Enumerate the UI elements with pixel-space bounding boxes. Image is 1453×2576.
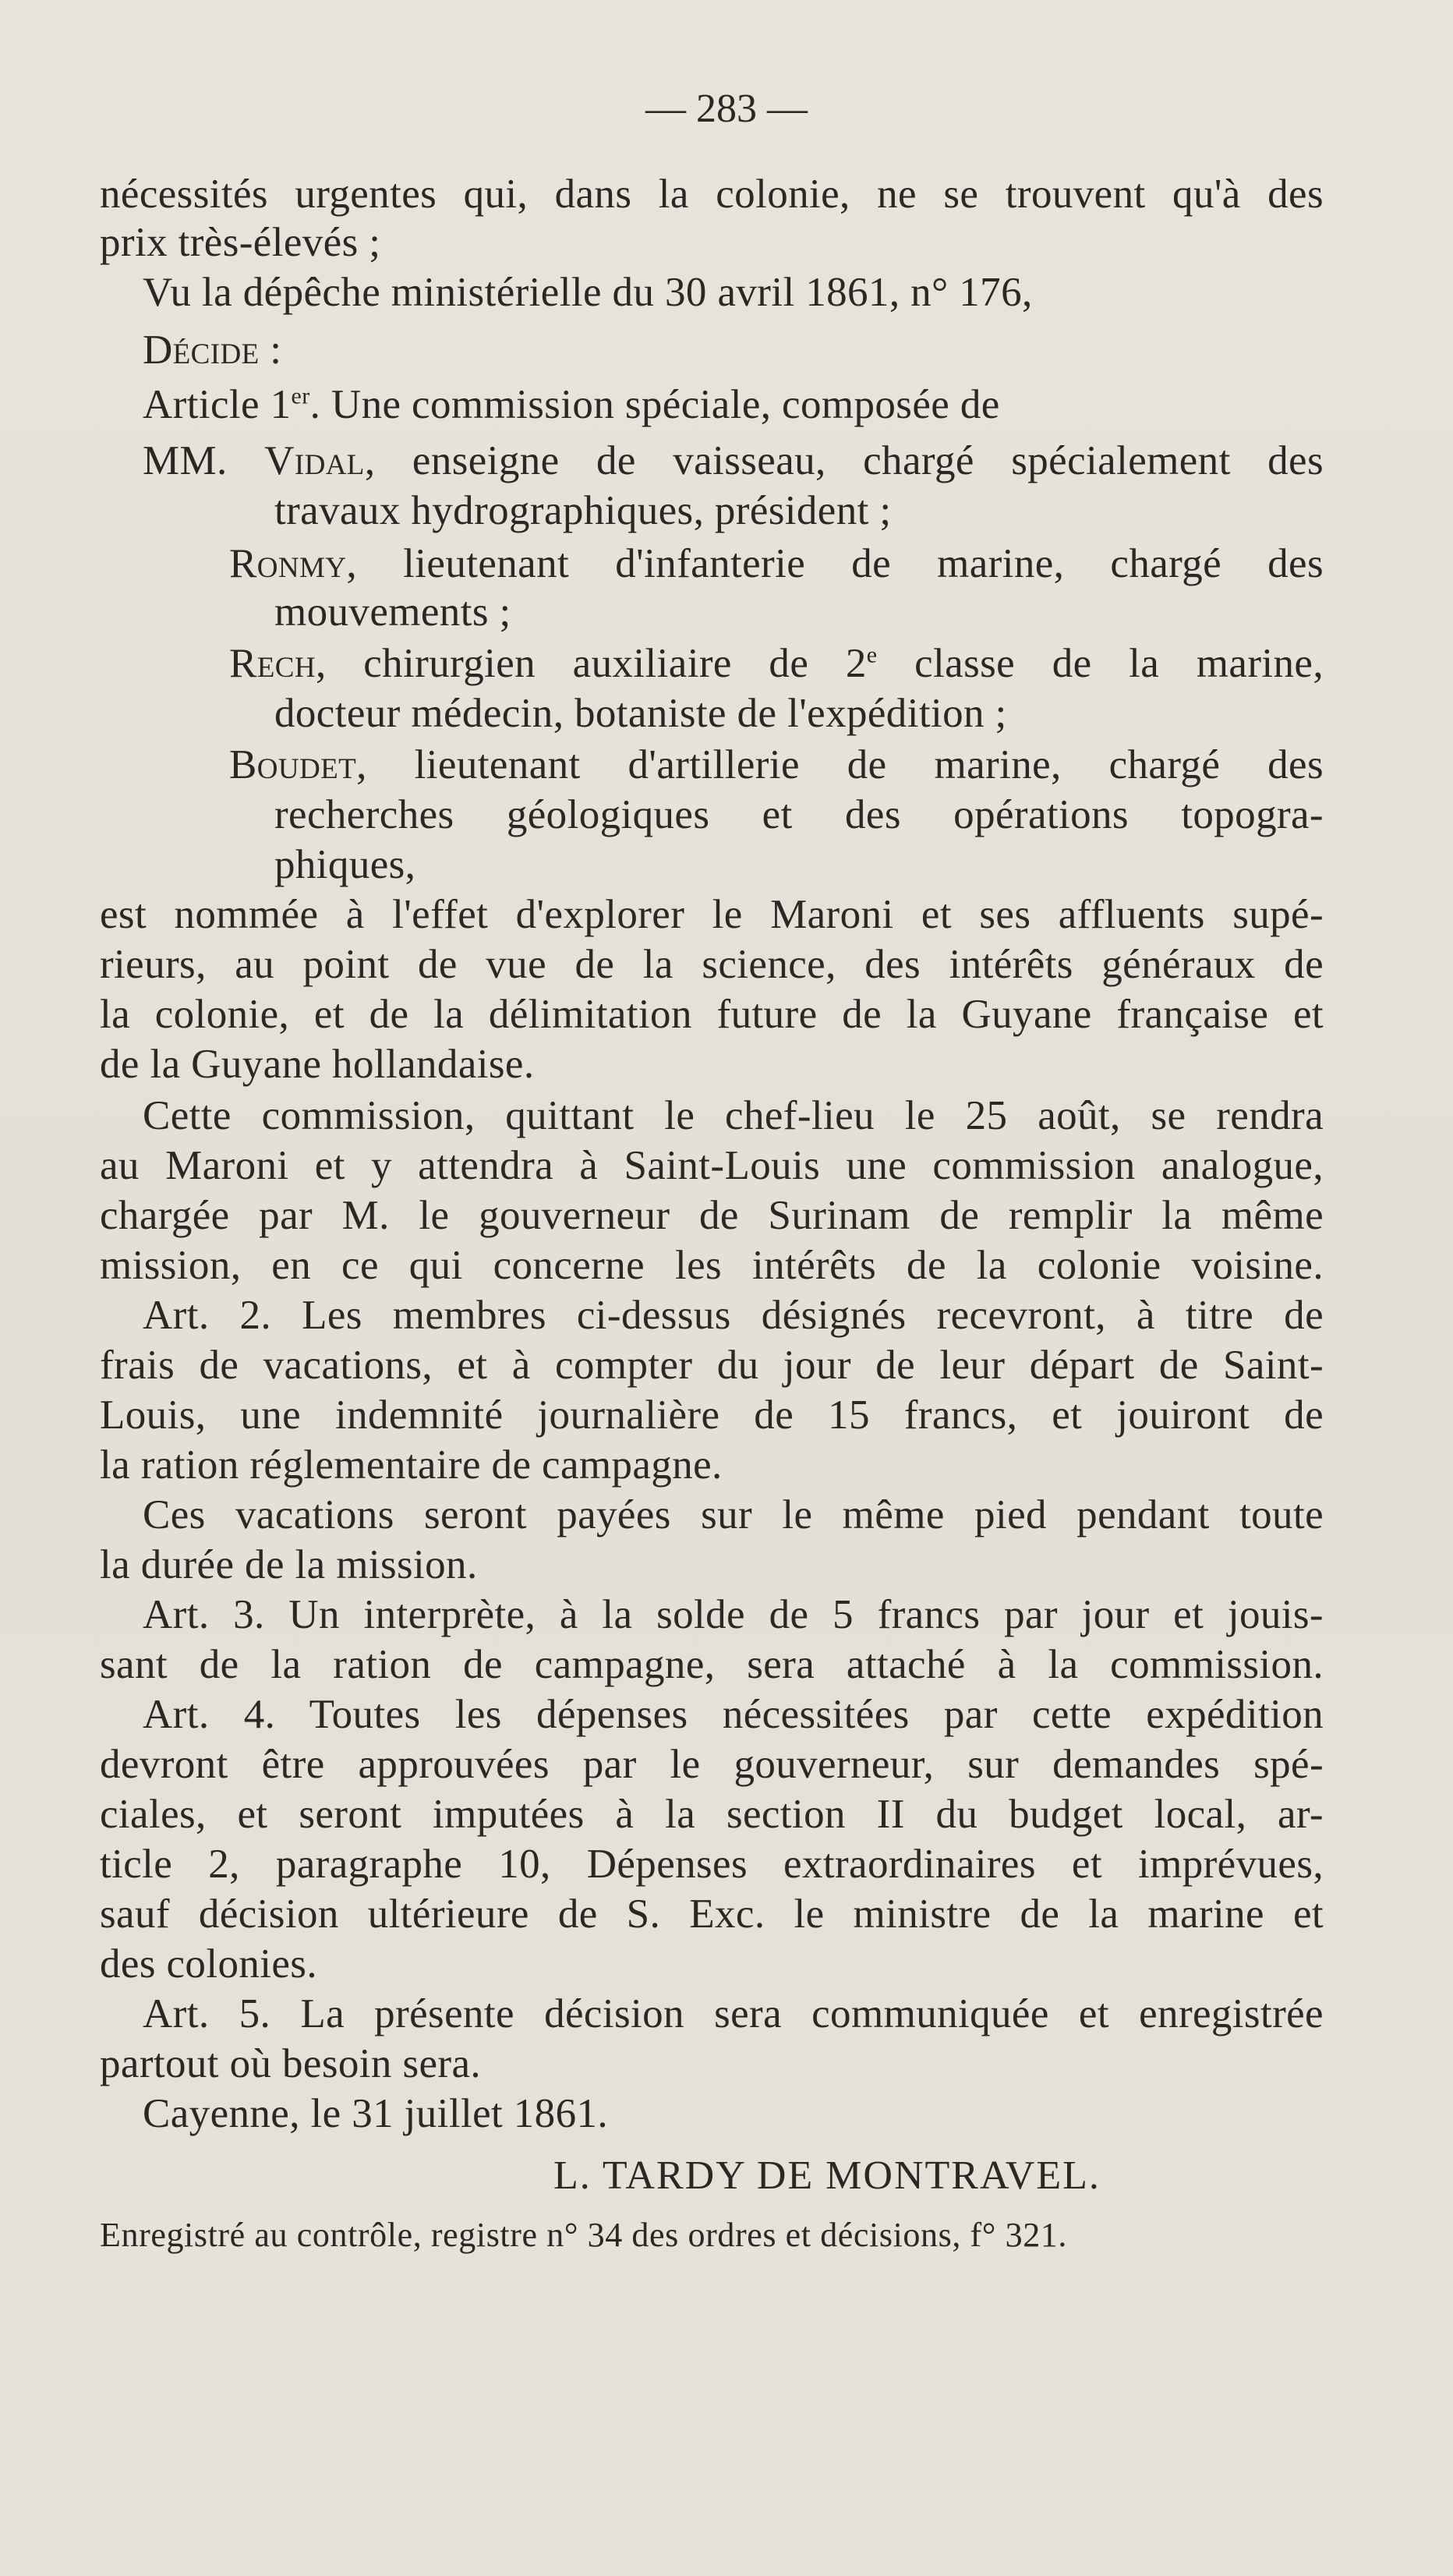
text-line-25: Louis, une indemnité journalière de 15 francs, et jouiront de: [100, 1392, 1324, 1438]
text-line-18: de la Guyane hollandaise.: [100, 1042, 535, 1087]
text-line-7: travaux hydrographiques, président ;: [274, 488, 892, 533]
registration-note: Enregistré au contrôle, registre n° 34 des ordres et décisions, f° 321.: [100, 2216, 1067, 2254]
member-ronmy-line: Ronmy, lieutenant d'infanterie de marine, chargé des: [229, 541, 1324, 586]
member-vidal-line: MM. Vidal, enseigne de vaisseau, chargé spécialement des: [143, 438, 1324, 483]
text-line-20: au Maroni et y attendra à Saint-Louis une commission analogue,: [100, 1143, 1324, 1188]
text-line-24: frais de vacations, et à compter du jour de leur départ de Saint-: [100, 1343, 1324, 1388]
text-line-23: Art. 2. Les membres ci-dessus désignés recevront, à titre de: [143, 1293, 1324, 1338]
text-line-30: sant de la ration de campagne, sera attaché à la commission.: [100, 1642, 1324, 1687]
text-line-29: Art. 3. Un interprète, à la solde de 5 francs par jour et jouis-: [143, 1592, 1324, 1637]
text-line-21: chargée par M. le gouverneur de Surinam de remplir la même: [100, 1193, 1324, 1238]
text-line-16: rieurs, au point de vue de la science, des intérêts généraux de: [100, 942, 1324, 987]
text-line-27: Ces vacations seront payées sur le même pied pendant toute: [143, 1492, 1324, 1537]
text-line-13: recherches géologiques et des opérations topogra-: [274, 792, 1324, 837]
text-line-2: prix très-élevés ;: [100, 220, 381, 265]
article-1-line: Article 1er. Une commission spéciale, composée de: [143, 382, 1000, 427]
text-line-19: Cette commission, quittant le chef-lieu le 25 août, se rendra: [143, 1093, 1324, 1138]
text-line-32: devront être approuvées par le gouverneur, sur demandes spé-: [100, 1742, 1324, 1787]
text-line-14: phiques,: [274, 842, 416, 887]
text-line-31: Art. 4. Toutes les dépenses nécessitées par cette expédition: [143, 1692, 1324, 1737]
text-line-34: ticle 2, paragraphe 10, Dépenses extraordinaires et imprévues,: [100, 1842, 1324, 1887]
text-line-1: nécessités urgentes qui, dans la colonie, ne se trouvent qu'à des: [100, 172, 1324, 217]
text-line-26: la ration réglementaire de campagne.: [100, 1442, 723, 1488]
text-line-37: Art. 5. La présente décision sera communiquée et enregistrée: [143, 1991, 1324, 2036]
text-line-9: mouvements ;: [274, 589, 511, 635]
text-line-28: la durée de la mission.: [100, 1542, 478, 1587]
text-line-33: ciales, et seront imputées à la section II du budget local, ar-: [100, 1792, 1324, 1837]
text-line-15: est nommée à l'effet d'explorer le Maroni et ses affluents supé-: [100, 892, 1324, 937]
page-number: — 283 —: [645, 87, 808, 131]
text-line-38: partout où besoin sera.: [100, 2041, 482, 2086]
text-line-35: sauf décision ultérieure de S. Exc. le ministre de la marine et: [100, 1891, 1324, 1937]
decide-heading: Décide :: [143, 327, 282, 373]
text-line-36: des colonies.: [100, 1941, 317, 1987]
member-boudet-line: Boudet, lieutenant d'artillerie de marine, chargé des: [229, 742, 1324, 787]
text-line-17: la colonie, et de la délimitation future de la Guyane française et: [100, 992, 1324, 1037]
text-line-22: mission, en ce qui concerne les intérêts de la colonie voisine.: [100, 1243, 1324, 1288]
text-line-3: Vu la dépêche ministérielle du 30 avril 1861, n° 176,: [143, 270, 1033, 315]
signature: L. TARDY DE MONTRAVEL.: [553, 2153, 1101, 2198]
date-line: Cayenne, le 31 juillet 1861.: [143, 2091, 609, 2136]
member-rech-line: Rech, chirurgien auxiliaire de 2e classe de la marine,: [229, 641, 1324, 686]
text-line-11: docteur médecin, botaniste de l'expédition ;: [274, 691, 1007, 736]
